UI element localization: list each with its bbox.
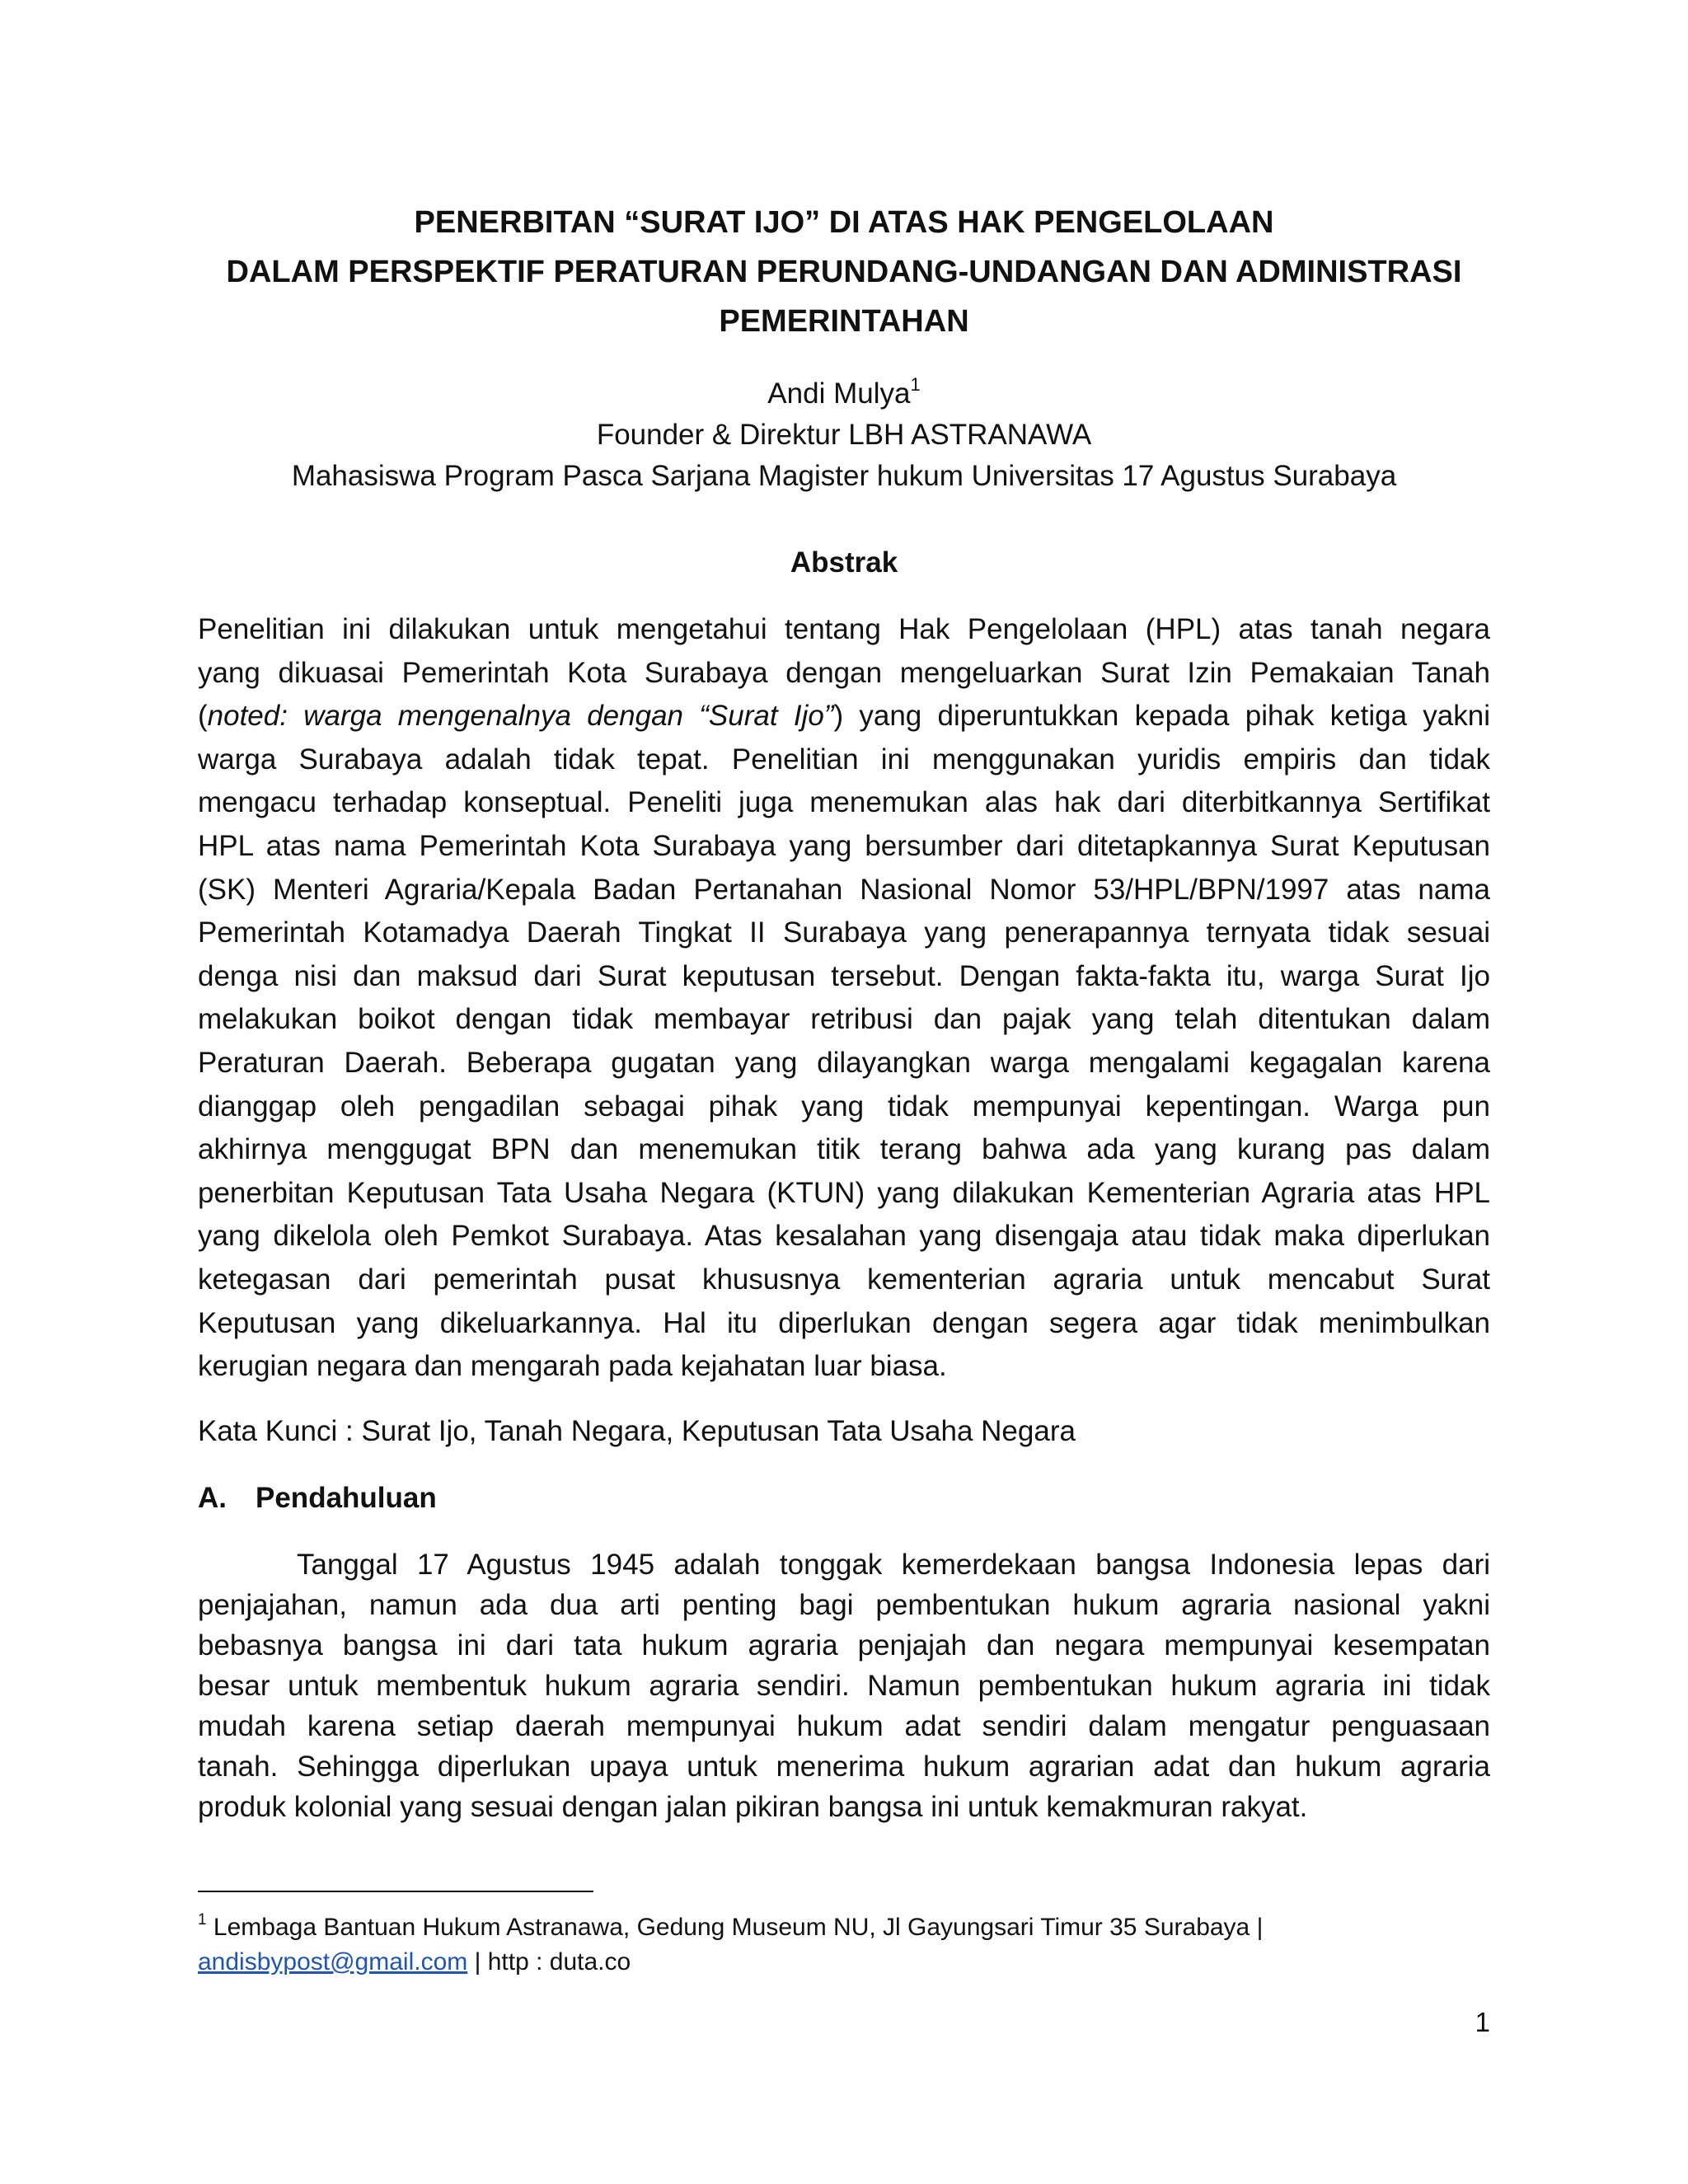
abstract-line: (SK) Menteri Agraria/Kepala Badan Pertanahan Nasional Nomor 53/HPL/BPN/1997 atas nama — [198, 873, 1490, 906]
abstract-line: Peraturan Daerah. Beberapa gugatan yang dilayangkan warga mengalami kegagalan karena — [198, 1046, 1490, 1079]
abstract-line: warga Surabaya adalah tidak tepat. Penelitian ini menggunakan yuridis empiris dan tidak — [198, 743, 1490, 776]
author-role: Founder & Direktur LBH ASTRANAWA — [596, 419, 1092, 451]
abstract-line: dianggap oleh pengadilan sebagai pihak yang tidak mempunyai kepentingan. Warga pun — [198, 1090, 1490, 1122]
author-block — [198, 373, 1490, 497]
title-line-1: PENERBITAN “SURAT IJO” DI ATAS HAK PENGELOLAAN — [414, 205, 1274, 240]
intro-line: besar untuk membentuk hukum agraria sendiri. Namun pembentukan hukum agraria ini tidak — [198, 1670, 1490, 1702]
document-page — [198, 0, 1490, 2184]
abstract-body — [198, 608, 1490, 1389]
abstract-line: HPL atas nama Pemerintah Kota Surabaya yang bersumber dari ditetapkannya Surat Keputusan — [198, 829, 1490, 862]
abstract-paren-open: ( — [198, 700, 208, 733]
abstract-line: ketegasan dari pemerintah pusat khususnya kementerian agraria untuk mencabut Surat — [198, 1263, 1490, 1296]
abstract-line: akhirnya menggugat BPN dan menemukan titik terang bahwa ada yang kurang pas dalam — [198, 1133, 1490, 1166]
abstract-line: yang dikuasai Pemerintah Kota Surabaya dengan mengeluarkan Surat Izin Pemakaian Tanah — [198, 656, 1490, 689]
intro-line: tanah. Sehingga diperlukan upaya untuk menerima hukum agrarian adat dan hukum agraria — [198, 1750, 1490, 1783]
abstract-italic-note: noted: warga mengenalnya dengan “Surat Ijo” — [207, 700, 834, 733]
section-letter: A. — [198, 1482, 227, 1514]
abstract-heading: Abstrak — [790, 546, 898, 579]
author-line — [198, 373, 1490, 415]
abstract-line: melakukan boikot dengan tidak membayar retribusi dan pajak yang telah ditentukan dalam — [198, 1003, 1490, 1036]
abstract-line — [198, 695, 1490, 738]
abstract-line: Keputusan yang dikeluarkannya. Hal itu diperlukan dengan segera agar tidak menimbulkan — [198, 1306, 1490, 1339]
intro-paragraph — [198, 1544, 1490, 1827]
intro-line: penjajahan, namun ada dua arti penting bagi pembentukan hukum agraria nasional yakni — [198, 1589, 1490, 1621]
abstract-line: mengacu terhadap konseptual. Peneliti juga menemukan alas hak dari diterbitkannya Sertifikat — [198, 786, 1490, 819]
abstract-line: yang dikelola oleh Pemkot Surabaya. Atas kesalahan yang disengaja atau tidak maka diperlukan — [198, 1220, 1490, 1253]
abstract-line: Penelitian ini dilakukan untuk mengetahui tentang Hak Pengelolaan (HPL) atas tanah negara — [198, 613, 1490, 645]
intro-line: produk kolonial yang sesuai dengan jalan pikiran bangsa ini untuk kemakmuran rakyat. — [198, 1791, 1308, 1823]
paper-title — [198, 198, 1490, 346]
footnote-line-1 — [198, 1910, 1490, 1945]
footnote-website: | http : duta.co — [467, 1948, 631, 1975]
footnote-mark: 1 — [198, 1911, 207, 1929]
abstract-line: Pemerintah Kotamadya Daerah Tingkat II Surabaya yang penerapannya ternyata tidak sesuai — [198, 916, 1490, 949]
abstract-line: denga nisi dan maksud dari Surat keputusan tersebut. Dengan fakta-fakta itu, warga Surat Ijo — [198, 959, 1490, 992]
author-footnote-mark[interactable]: 1 — [910, 374, 921, 396]
author-name: Andi Mulya — [767, 377, 911, 410]
abstract-line: kerugian negara dan mengarah pada kejahatan luar biasa. — [198, 1350, 947, 1383]
intro-line: mudah karena setiap daerah mempunyai hukum adat sendiri dalam mengatur penguasaan — [198, 1710, 1490, 1742]
footnote-text: Lembaga Bantuan Hukum Astranawa, Gedung Museum NU, Jl Gayungsari Timur 35 Surabaya | — [213, 1914, 1264, 1941]
footnote-divider — [198, 1891, 593, 1892]
title-line-2: DALAM PERSPEKTIF PERATURAN PERUNDANG-UNDANGAN DAN ADMINISTRASI — [226, 255, 1462, 289]
keywords: Kata Kunci : Surat Ijo, Tanah Negara, Keputusan Tata Usaha Negara — [198, 1415, 1076, 1447]
title-line-3: PEMERINTAHAN — [719, 304, 969, 339]
intro-line: Tanggal 17 Agustus 1945 adalah tonggak kemerdekaan bangsa Indonesia lepas dari — [297, 1549, 1490, 1581]
page-number: 1 — [1475, 2007, 1490, 2037]
intro-line: bebasnya bangsa ini dari tata hukum agraria penjajah dan negara mempunyai kesempatan — [198, 1629, 1490, 1661]
abstract-line-rest: ) yang diperuntukkan kepada pihak ketiga yakni — [833, 700, 1491, 733]
footnote — [198, 1910, 1490, 1980]
abstract-line: penerbitan Keputusan Tata Usaha Negara (KTUN) yang dilakukan Kementerian Agraria atas HPL — [198, 1176, 1490, 1209]
section-heading — [198, 1478, 437, 1519]
author-affiliation: Mahasiswa Program Pasca Sarjana Magister hukum Universitas 17 Agustus Surabaya — [291, 460, 1397, 492]
footnote-line-2 — [198, 1945, 1490, 1980]
section-title: Pendahuluan — [256, 1482, 437, 1514]
footnote-email-link[interactable]: andisbypost@gmail.com — [198, 1948, 468, 1975]
